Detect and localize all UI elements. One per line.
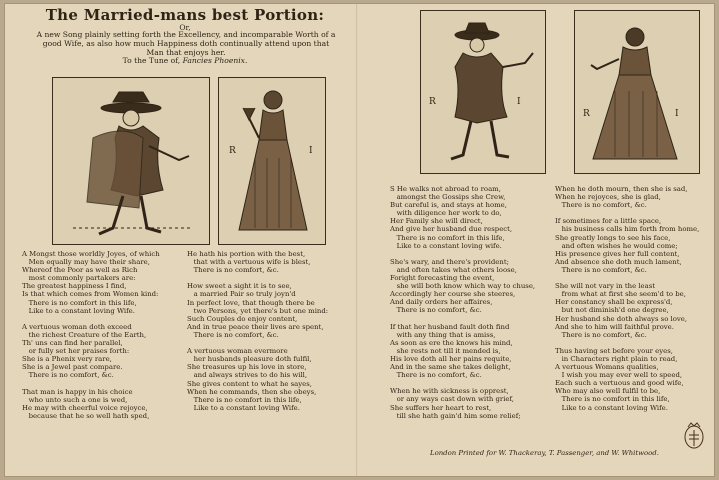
woodcut-letter-i-2: I	[517, 97, 521, 107]
title-or: Or,	[179, 23, 191, 32]
woodcut-letter-i: I	[309, 146, 313, 156]
woodcut-letter-r-2: R	[429, 97, 436, 107]
woodcut-woman-right	[574, 10, 700, 174]
woodcut-man-figure-2	[421, 11, 545, 173]
verse-column-2: He hath his portion with the best, that with a vertuous wife is blest, There is no comfort, &c. How sweet a sight it is to see, a married Pair so truly joyn'd In perfect love, that though there be two Persons, yet there's but one mind: Such Couples do enjoy content, And in true peace their lives are spent, There is no comfort, &c. A vertuous woman evermore her husbands pleasure doth fulfil, She treasures up his love in store, and always strives to do his will, She gives content to what he sayes, When he commands, then she obeys, There is no comfort in this life, Like to a constant loving Wife.	[187, 250, 329, 412]
woodcut-man-right	[420, 10, 546, 174]
woodcut-woman-left	[218, 77, 326, 245]
verse-column-4: When he doth mourn, then she is sad, When he rejoyces, she is glad, There is no comfort, &c. If sometimes for a little space, his business calls him forth from home, She greatly longs to see his face, and often wishes he would come; His presence gives her full content, And absence she doth much lament, There is no comfort, &c. She will not vary in the least from what at first she seem'd to be, Her constancy shall be express'd, but not diminish'd one degree, Her husband she doth always so love, And she to him will faithful prove. There is no comfort, &c. Thus having set before your eyes, in Characters right plain to read, A vertuous Womans qualities, I wish you may ever well to speed, Each such a vertuous and good wife, Who may also well fulfil to be, There is no comfort in this life, Like to a constant loving Wife.	[555, 185, 700, 412]
woodcut-man-left	[52, 77, 210, 245]
verse-column-3: S He walks not abroad to roam, amongst the Gossips she Crew, But careful is, and stays at home, with diligence her work to do, Her Family she will direct, And give her husband due respect, There is no comfort in this life, Like to a constant loving wife. She's wary, and there's provident; and often takes what others loose, Foright forecasting the event, she will both know which way to chuse, Accordingly her course she steeres, And daily orders her affaires, There is no comfort, &c. If that her husband fault doth find with any thing that is amiss, As soon as ere the knows his mind, she rests not till it mended is, His love doth all her pains requite, And in the same she takes delight, There is no comfort, &c. When he with sickness is opprest, or any ways cast down with grief, She suffers her heart to rest, till she hath gain'd him some relief;	[390, 185, 536, 420]
tune-prefix: To the Tune of,	[122, 56, 181, 65]
woodcut-letter-r-3: R	[583, 109, 590, 119]
printer-imprint: London Printed for W. Thackeray, T. Passenger, and W. Whitwood.	[430, 449, 659, 457]
woodcut-man-figure	[53, 78, 209, 244]
tune-name: Fancies Phoenix.	[182, 56, 248, 65]
library-stamp-icon	[683, 421, 705, 451]
woodcut-woman-figure	[219, 78, 325, 244]
verse-column-1: A Mongst those worldly Joyes, of which Men equally may have their share, Whereof the Poor as well as Rich most commonly partakers are: The greatest happiness I find, Is that which comes from Women kind: There is no comfort in this life, Like to a constant loving Wife. A vertuous woman doth exceed the richest Creature of the Earth, Th' uns can find her parallel, or fully set her praises forth: She is a Phenix very rare, She is a Jewel past compare. There is no comfort, &c. That man is happy in his choice who unto such a one is wed, He may with cheerful voice rejoyce, because that he so well hath sped,	[22, 250, 160, 420]
ballad-title: The Married-mans best Portion:	[45, 6, 325, 24]
center-fold	[356, 3, 358, 477]
tune-line	[20, 56, 350, 65]
ballad-subtitle: A new Song plainly setting forth the Excellency, and incomparable Worth of a good Wife, as also how much Happiness doth continually attend upon that Man that enjoys her.	[36, 30, 336, 57]
woodcut-letter-r: R	[229, 146, 236, 156]
woodcut-letter-i-3: I	[675, 109, 679, 119]
woodcut-woman-figure-2	[575, 11, 699, 173]
